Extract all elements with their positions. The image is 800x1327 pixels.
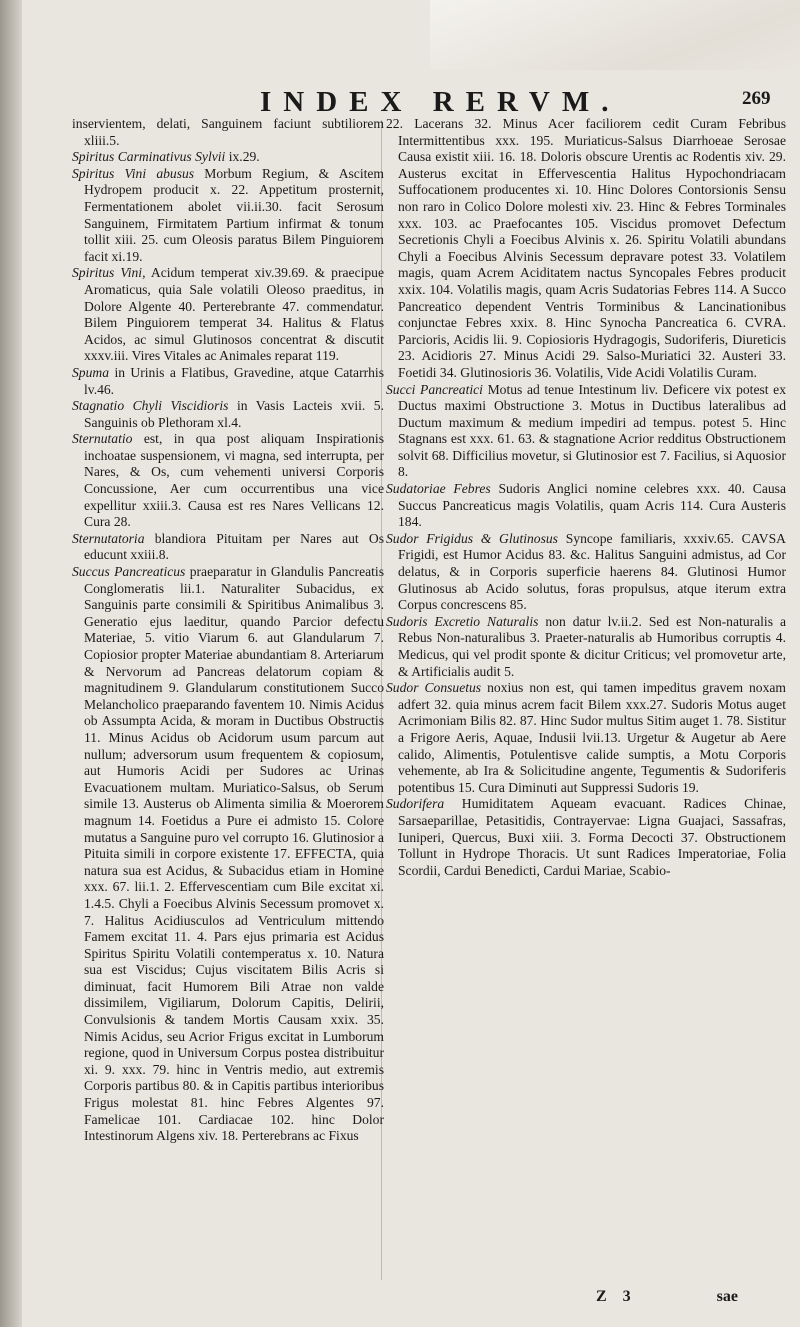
entry-text: inservientem, delati, Sanguinem faciunt subtiliorem xliii.5. xyxy=(72,116,384,148)
catchword: sae xyxy=(716,1288,738,1305)
entry-heading: Sternutatoria xyxy=(72,530,145,546)
index-entry xyxy=(386,481,786,531)
index-entry xyxy=(72,265,384,365)
entry-heading: Succi Pancreatici xyxy=(386,381,483,397)
signature: Z 3 xyxy=(596,1288,637,1305)
entry-heading: Spiritus Carminativus Sylvii xyxy=(72,149,226,165)
entry-text: Sudoris Anglici nomine celebres xxx. 40. Causa Succus Pancreaticus magis Volatilis, quam Acris 114. Cura Austeris 184. xyxy=(398,481,786,530)
index-entry xyxy=(386,614,786,680)
signature-mark xyxy=(596,1288,738,1306)
index-entry xyxy=(72,564,384,1145)
index-entry xyxy=(386,796,786,879)
entry-heading: Sudatoriae Febres xyxy=(386,481,491,497)
index-entry xyxy=(386,382,786,482)
entry-text: Motus ad tenue Intestinum liv. Deficere vix potest ex Ductus maximi Obstructione 3. Motus in Ductibus lateralibus ad Ductum maximum & medium impediri ad tempus. potest 5. Hinc Stagnans est xxx. 61. 63. & stagnatione Acrior redditus Obstructionem solvit 68. Difficilius movetur, si Glutinosior est 7. Facilius, si Aquosior 8. xyxy=(398,381,786,480)
running-header: INDEX RERVM. xyxy=(260,86,621,118)
entry-heading: Spiritus Vini abusus xyxy=(72,165,195,181)
index-entry xyxy=(72,166,384,266)
index-entry xyxy=(386,531,786,614)
entry-text: blandiora Pituitam per Nares aut Os educunt xxiii.8. xyxy=(84,530,384,563)
entry-text: Morbum Regium, & Ascitem Hydropem producit x. 22. Appetitum prosternit, Fermentationem abolet vii.ii.30. facit Serosum Sanguinem, Firmitatem Partium infirmat & tonum tollit xiii. 25. cum Oleosis paratus Bilem Pinguiorem facit xi.19. xyxy=(84,165,384,264)
index-entry xyxy=(72,116,384,149)
page-number: 269 xyxy=(742,88,771,109)
entry-text: 22. Lacerans 32. Minus Acer faciliorem cedit Curam Febribus Intermittentibus xxx. 195. Muriaticus-Salsus Diarrhoeae Serosae Causa existit xiii. 16. 18. Doloris obscure Urentis ac Rodentis xiv. 29. Austerus excitat in Effervescentia Halitus Hypochondriacam Suffocationem producentes xi. 10. Hinc Dolores Contorsionis Sensu non raro in Colico Dolore molesti xiv. 23. Hinc & Febres Torminales xxx. 103. ac Praefocantes 105. Viscidus promovet Defectum Secretionis Chyli a Foecibus Alvinis x. 26. Spiritu Volatili abundans Chyli a Foecibus Alvinis Secessum depravare potest 33. Volatilem magis, quam Acrem Aciditatem nactus Syncopales Febres producit xxix. 104. Volatilis magis, quam Acris Sudatorias Febres 114. A Succo Pancreatico dependent Ventris Torminibus & Lancinationibus conjunctae Febres xxix. 8. Hinc Synocha Pancreatica 6. CVRA. Parcioris, Acidis lii. 9. Copiosioris Hydragogis, Sudoriferis, Diureticis 23. Acidioris 27. Minus Acidi 29. Salso-Muriatici 32. Austeri 33. Foetidi 34. Glutinosioris 36. Volatilis, Vide Acidi Volatilis Curam. xyxy=(386,116,786,380)
right-column xyxy=(386,116,786,879)
index-entry xyxy=(386,680,786,796)
entry-text: noxius non est, qui tamen impeditus gravem noxam adfert 32. quia minus acrem facit Bilem xxx.27. Sudoris Motus auget Acrimoniam Bilis 82. 87. Hinc Sudor multus Sitim auget 1. 78. Sistitur a Frigore Aeris, Aquae, Indusii lvii.13. Urgetur & Augetur ab Aere calido, Alimentis, Potulentisve calide sumptis, a Motu Corporis vehemente, ab Ira & Solicitudine angente, Tegumentis & Sudoriferis potentibus 15. Cura Diminuti aut Suppressi Sudoris 19. xyxy=(398,680,786,795)
index-entry xyxy=(72,365,384,398)
index-entry xyxy=(72,431,384,531)
page-torn-corner xyxy=(430,0,800,70)
entry-heading: Sternutatio xyxy=(72,431,133,447)
entry-text: est, in qua post aliquam Inspirationis inchoatae suspensionem, vi magna, sed interrupta, per Nares, & Os, cum vehementi universi Corporis Concussione, Aer cum occurrentibus una vice expellitur xxiii.3. Causa est res Nares Vellicans 12. Cura 28. xyxy=(84,431,384,530)
entry-heading: Sudoris Excretio Naturalis xyxy=(386,613,539,629)
entry-text: ix.29. xyxy=(228,149,260,165)
index-entry xyxy=(72,531,384,564)
entry-heading: Sudorifera xyxy=(386,796,445,812)
entry-heading: Sudor Frigidus & Glutinosus xyxy=(386,530,558,546)
entry-heading: Succus Pancreaticus xyxy=(72,564,186,580)
index-entry xyxy=(72,149,384,166)
entry-text: Acidum temperat xiv.39.69. & praecipue Aromaticus, quia Sale volatili Oleoso praeditus, in Dolore Algente 40. Perterebrante 47. commendatur. Bilem Pinguiorem temperat 34. Halitus & Flatus Acidos, ac simul Glutinosos concentrat & discutit xxxv.iii. Vires Vitales ac Animales reparat 119. xyxy=(84,265,385,364)
entry-heading: Spuma xyxy=(72,364,110,380)
entry-heading: Stagnatio Chyli Viscidioris xyxy=(72,398,229,414)
entry-text: in Vasis Lacteis xvii. 5. Sanguinis ob Plethoram xl.4. xyxy=(84,398,384,430)
entry-heading: Spiritus Vini, xyxy=(72,265,146,281)
entry-text: in Urinis a Flatibus, Gravedine, atque Catarrhis lv.46. xyxy=(84,364,384,397)
entry-text: Syncope familiaris, xxxiv.65. CAVSA Frigidi, est Humor Acidus 83. &c. Halitus Sanguini admistus, ad Cor delatus, & in Corporis superficie haerens 84. Glutinosi Humor Glutinosus ab Acido solutus, foras propulsus, atque iterum extra Corpus concrescens 85. xyxy=(398,530,786,613)
page-binding-shadow xyxy=(0,0,22,1327)
entry-text: non datur lv.ii.2. Sed est Non-naturalis a Rebus Non-naturalibus 3. Praeter-naturalis ab Humoribus corruptis 4. Medicus, qui vel prodit sponte & dicitur Criticus; vel promovetur arte, & Artificialis audit 5. xyxy=(398,613,786,679)
entry-heading: Sudor Consuetus xyxy=(386,680,482,696)
entry-text: praeparatur in Glandulis Pancreatis Conglomeratis lii.1. Naturaliter Subacidus, ex Sanguinis parte consimili & Spiritibus Animalibus 3. Generatio ejus laeditur, quando Parcior defectu Materiae, 5. vitio Viarum 6. aut Glandularum 7. Copiosior propter Materiae abundantiam 8. Arteriarum & Nervorum ad Pancreas delatorum copiam & magnitudinem 9. Glandularum constitutionem Succo Melancholico praeparando faventem 10. Nimis Acidus ob Assumpta Acida, & moram in Ductibus Obstructis 11. Minus Acidus ob Acidorum usum parcum aut nullum; adversorum usum frequentem & copiosum, aut Humoris Acidi per Sudores ac Urinas Evacuationem multam. Muriatico-Salsus, ob Serum simile 13. Austerus ob Alimenta similia & Moerorem magnum 14. Foetidus a Pure ei admisto 15. Colore mutatus a Sanguine puro vel corrupto 16. Glutinosior a Pituita simili in corpore existente 17. EFFECTA, quia natura sua est Acidus, & Subacidus etiam in Homine xxx. 67. lii.1. 2. Effervescentiam cum Bile excitat xi. 1.4.5. Chyli a Foecibus Alvinis Secessum promovet x. 7. Halitus Acidiusculos ad Ventriculum mittendo Famem excitat 11. 4. Pars ejus primaria est Acidus Spiritus Spiritu Volatili contemperatus x. 10. Natura sua est Viscidus; Cujus viscitatem Bilis Acris si diminuat, facit Humorem Bili Atrae non valde dissimilem, Vigiliarum, Dolorum Capitis, Delirii, Convulsionis & tandem Mortis Causam xxix. 35. Nimis Acidus, seu Acrior Frigus excitat in Lumborum regione, quod in Universum Corpus postea distribuitur xi. 9. xxx. 79. hinc in Ventris medio, aut extremis Corporis partibus 80. & in Capitis partibus interioribus Frigus molestat 81. hinc Febres Algentes 97. Famelicae 101. Cardiacae 102. hinc Dolor Intestinorum Algens xiv. 18. Perterebrans ac Fixus xyxy=(84,564,384,1144)
index-entry xyxy=(386,116,786,382)
left-column xyxy=(72,116,384,1145)
entry-text: Humiditatem Aqueam evacuant. Radices Chinae, Sarsaeparillae, Petasitidis, Contrayervae: Ligna Guajaci, Sassafras, Iuniperi, Quercus, Buxi xiii. 3. Forma Decocti 37. Obstructionem Tollunt in Hydrope Thoracis. Ut sunt Radices Imperatoriae, Folia Scordii, Cardui Benedicti, Cardui Mariae, Scabio- xyxy=(398,796,786,878)
index-entry xyxy=(72,398,384,431)
